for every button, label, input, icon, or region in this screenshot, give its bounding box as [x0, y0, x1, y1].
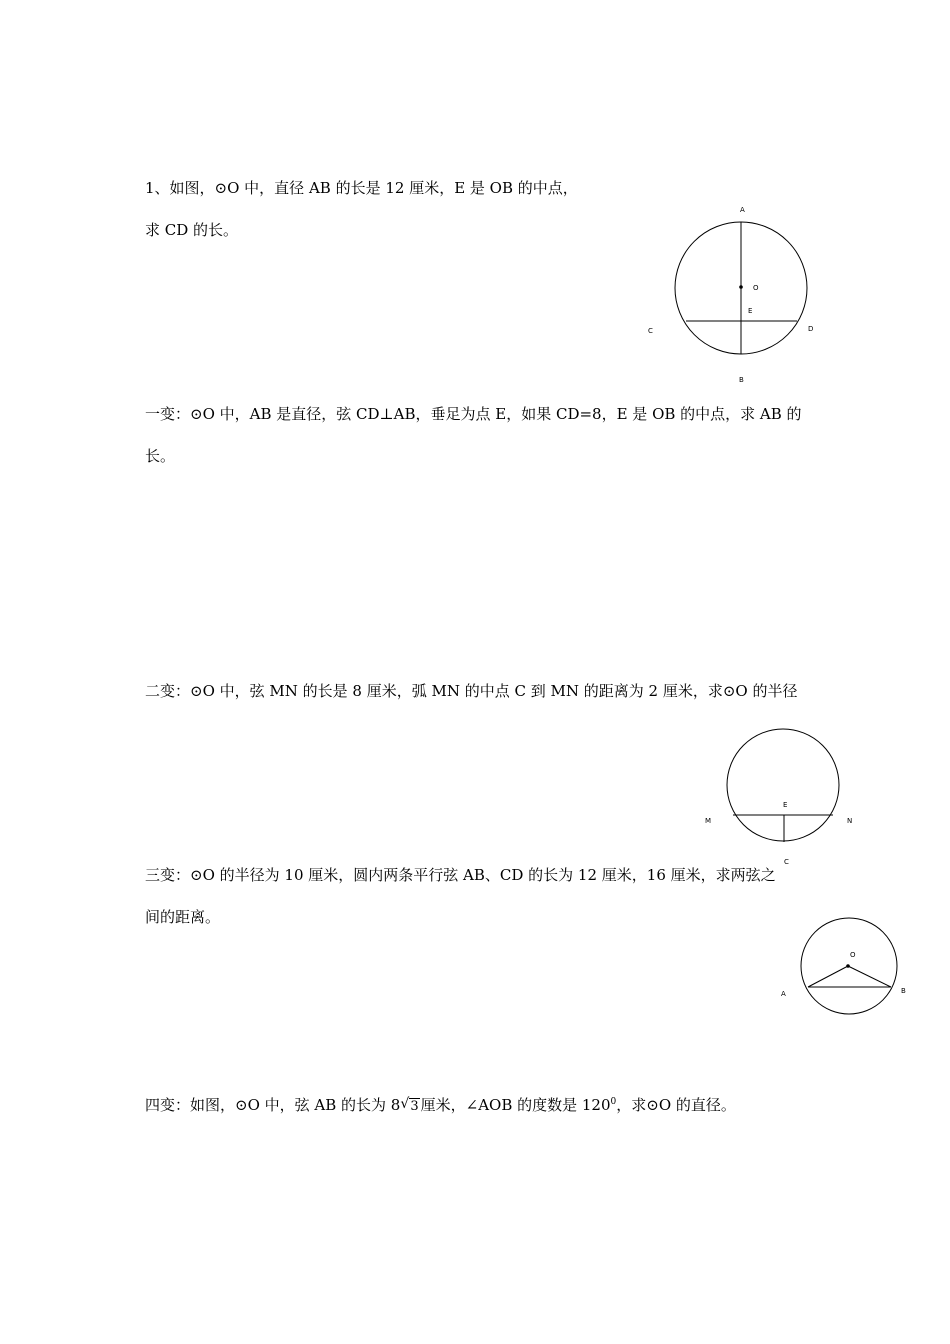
figure-2-label-e: E [783, 801, 788, 809]
variation-3-line-1: 三变：⊙O 的半径为 10 厘米，圆内两条平行弦 AB、CD 的长为 12 厘米，16 厘米，求两弦之 [145, 866, 776, 884]
figure-1-label-o: O [753, 284, 759, 292]
figure-1-label-d: D [808, 325, 814, 333]
figure-2-label-n: N [847, 817, 853, 825]
variation-4-text-middle: 厘米，∠AOB 的度数是 120 [420, 1096, 611, 1114]
variation-4-text-before: 四变：如图，⊙O 中，弦 AB 的长为 8 [145, 1096, 401, 1114]
figure-3-label-a: A [781, 990, 786, 998]
figure-3-label-o: O [850, 951, 856, 959]
figure-1-circle-diameter [640, 200, 830, 390]
problem-1-line-2: 求 CD 的长。 [145, 221, 239, 239]
sqrt-3-expression [400, 1095, 419, 1117]
figure-1-label-c: C [648, 327, 653, 335]
variation-3-line-2: 间的距离。 [145, 908, 221, 926]
figure-3-circle-triangle [770, 912, 920, 1022]
variation-1-line-1: 一变：⊙O 中，AB 是直径，弦 CD⊥AB，垂足为点 E，如果 CD=8，E 是 OB 的中点，求 AB 的 [145, 405, 802, 423]
figure-1-label-a: A [740, 206, 745, 214]
figure-3-label-b: B [901, 987, 906, 995]
radicand: 3 [410, 1099, 419, 1114]
figure-2-label-c: C [784, 858, 789, 866]
variation-4-line-1 [145, 1092, 736, 1117]
figure-2-circle-chord [700, 725, 870, 870]
variation-1-line-2: 长。 [145, 447, 176, 465]
radical-sign: √ [400, 1096, 410, 1112]
degree-superscript: 0 [610, 1097, 617, 1107]
figure-2-label-m: M [705, 817, 712, 825]
figure-1-label-e: E [748, 307, 753, 315]
problem-1-line-1: 1、如图，⊙O 中，直径 AB 的长是 12 厘米，E 是 OB 的中点， [145, 179, 578, 197]
figure-1-label-b: B [739, 376, 744, 384]
variation-2-line-1: 二变：⊙O 中，弦 MN 的长是 8 厘米，弧 MN 的中点 C 到 MN 的距离为 2 厘米，求⊙O 的半径 [145, 682, 798, 700]
variation-4-text-after: ，求⊙O 的直径。 [616, 1096, 736, 1114]
